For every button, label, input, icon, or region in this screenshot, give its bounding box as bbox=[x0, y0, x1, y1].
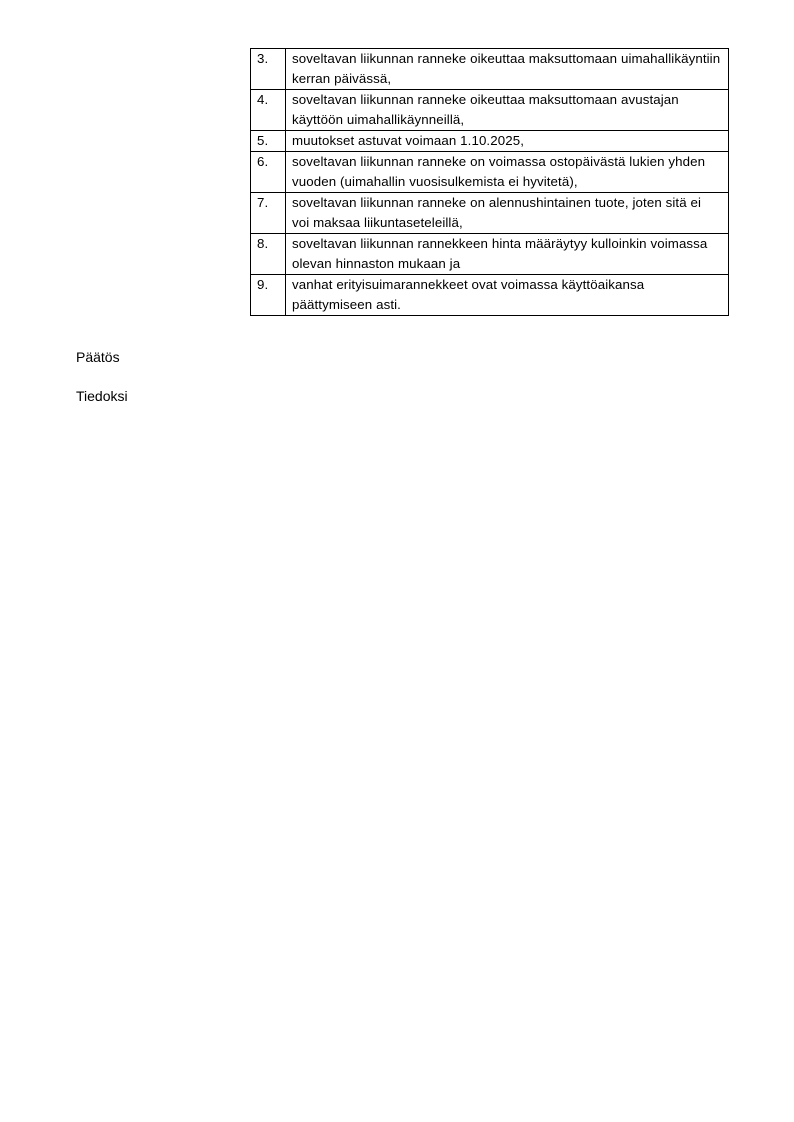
item-number: 6. bbox=[251, 152, 286, 193]
table-row bbox=[251, 131, 729, 152]
table-row bbox=[251, 152, 729, 193]
for-information-heading: Tiedoksi bbox=[76, 388, 128, 404]
table-row bbox=[251, 193, 729, 234]
table-row bbox=[251, 275, 729, 316]
table-row bbox=[251, 49, 729, 90]
item-text: soveltavan liikunnan ranneke oikeuttaa maksuttomaan avustajan käyttöön uimahallikäynneillä, bbox=[286, 90, 729, 131]
item-number: 4. bbox=[251, 90, 286, 131]
item-number: 7. bbox=[251, 193, 286, 234]
item-text: soveltavan liikunnan ranneke oikeuttaa maksuttomaan uimahallikäyntiin kerran päivässä, bbox=[286, 49, 729, 90]
item-text: soveltavan liikunnan ranneke on alennushintainen tuote, joten sitä ei voi maksaa liikuntaseteleillä, bbox=[286, 193, 729, 234]
item-number: 9. bbox=[251, 275, 286, 316]
decision-heading: Päätös bbox=[76, 349, 120, 365]
item-number: 3. bbox=[251, 49, 286, 90]
decision-items-table bbox=[250, 48, 729, 316]
item-text: soveltavan liikunnan ranneke on voimassa ostopäivästä lukien yhden vuoden (uimahallin vuosisulkemista ei hyvitetä), bbox=[286, 152, 729, 193]
item-text: soveltavan liikunnan rannekkeen hinta määräytyy kulloinkin voimassa olevan hinnaston mukaan ja bbox=[286, 234, 729, 275]
item-text: vanhat erityisuimarannekkeet ovat voimassa käyttöaikansa päättymiseen asti. bbox=[286, 275, 729, 316]
item-number: 8. bbox=[251, 234, 286, 275]
table-row bbox=[251, 90, 729, 131]
table-row bbox=[251, 234, 729, 275]
item-number: 5. bbox=[251, 131, 286, 152]
item-text: muutokset astuvat voimaan 1.10.2025, bbox=[286, 131, 729, 152]
